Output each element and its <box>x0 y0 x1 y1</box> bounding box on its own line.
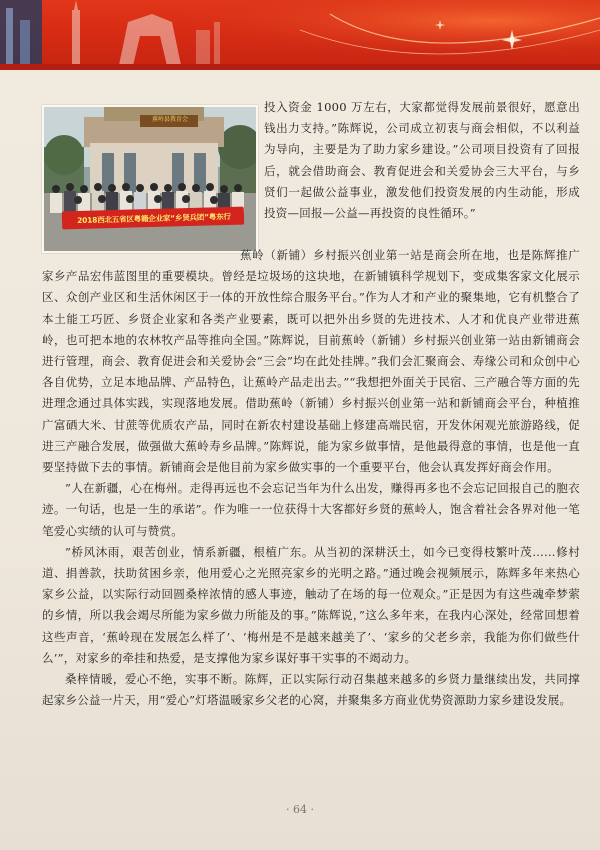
article-text-top <box>264 97 580 224</box>
paragraph-4: ”桥风沐雨，艰苦创业，情系新疆，根植广东。从当初的深耕沃土，如今已变得枝繁叶茂……修村道、捐善款，扶助贫困乡亲，他用爱心之光照亮家乡的光明之路。”通过晚会视频展示，陈辉多年来热心家乡公益，以实际行动回圆桑梓浓情的感人事迹，触动了在场的每一位观众。”正是因为有这些魂牵梦萦的乡情，所以我会竭尽所能为家乡做力所能及的事。”陈辉说，”这么多年来，在我内心深处，经常回想着这些声音，‘蕉岭现在发展怎么样了’、‘梅州是不是越来越美了’、‘家乡的父老乡亲，我能为你们做些什么’”，对家乡的牵挂和热爱，是支撑他为家乡谋好事干实事的不竭动力。 <box>42 544 580 665</box>
header-banner <box>0 0 600 70</box>
city-skyline-graphic <box>0 0 600 70</box>
paragraph-5: 桑梓情暖，爱心不绝，实事不断。陈辉，正以实际行动召集越来越多的乡贤力量继续出发，共同撑起家乡公益一片天，用“爱心”灯塔温暖家乡父老的心窝，并聚集多方商业优势资源助力家乡建设发展。 <box>42 672 580 708</box>
paragraph-3: ”人在新疆，心在梅州。走得再远也不会忘记当年为什么出发，赚得再多也不会忘记回报自己的胞衣迹。一句话，也是一生的承诺”。作为唯一一位获得十大客都好乡贤的蕉岭人，饱含着社会各界对他一笔笔爱心实绩的认可与赞赏。 <box>42 481 580 538</box>
paragraph-1: 投入资金 1000 万左右，大家都觉得发展前景很好，愿意出钱出力支持。”陈辉说，公司成立初衷与商会相似，不以利益为导向，主要是为了助力家乡建设。”公司项目投资有了回报后，就会借助商会、教育促进会和关爱协会三大平台，与乡贤们一起做公益事业，激发他们投资发展的内生动能，形成投资—回报—公益—再投资的良性循环。” <box>264 100 580 221</box>
article-text-main <box>42 245 580 711</box>
page-number: · 64 · <box>286 803 314 816</box>
paragraph-2: 蕉岭（新铺）乡村振兴创业第一站是商会所在地，也是陈辉推广家乡产品宏伟蓝图里的重要模块。曾经是垃圾场的这块地，在新铺镇科学规划下，变成集客家文化展示区、众创产业区和生活休闲区于一体的开放性综合服务平台。”作为人才和产业的聚集地，它有机整合了本土能工巧匠、乡贤企业家和各类产业要素，既可以把外出乡贤的先进技术、人才和优良产业带进蕉岭，也可把本地的农林牧产品等推向全国。”陈辉说，目前蕉岭（新铺）乡村振兴创业第一站由新铺商会进行管理，商会、教育促进会和关爱协会“三会”均在此处挂牌。”我们会汇聚商会、寿缘公司和众创中心各自优势，立足本地品牌、产品特色，让蕉岭产品走出去。”“我想把外面关于民宿、三产融合等方面的先进理念通过具体实践，实现落地发展。借助蕉岭（新铺）乡村振兴创业第一站和新铺商会平台，种植推广富硒大米、甘蔗等优质农产品，同时在新农村建设基础上修建高端民宿，开发休闲观光旅游路线，促进三产融合发展，做强做大蕉岭寿乡品牌。”陈辉说，能为家乡做事情，是他最得意的事情，也是他一直要坚持做下去的事情。新铺商会是他目前为家乡做实事的一个重要平台，他会认真发挥好商会作用。 <box>42 248 580 475</box>
banner-caption: 2018西北五省区粤籍企业家“乡贤兵团”粤东行 <box>77 211 231 226</box>
building-sign: 蕉岭县教育会 <box>151 116 188 123</box>
group-photo <box>42 105 258 253</box>
